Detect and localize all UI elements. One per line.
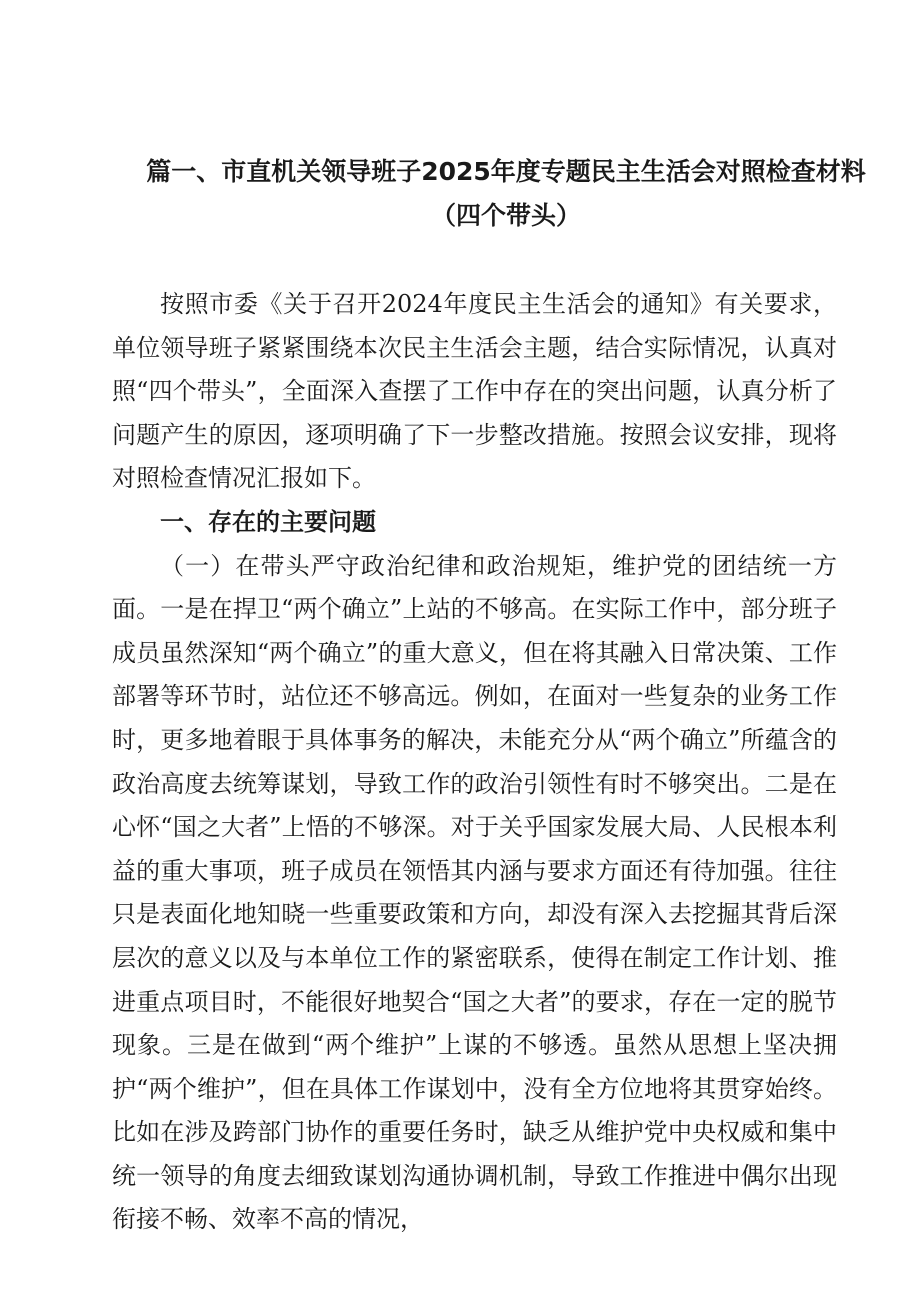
section-paragraph: （一）在带头严守政治纪律和政治规矩，维护党的团结统一方面。一是在捍卫“两个确立”上站的不够高。在实际工作中，部分班子成员虽然深知“两个确立”的重大意义，但在将其融入日常决策、工作部署等环节时，站位还不够高远。例如，在面对一些复杂的业务工作时，更多地着眼于具体事务的解决，未能充分从“两个确立”所蕴含的政治高度去统筹谋划，导致工作的政治引领性有时不够突出。二是在心怀“国之大者”上悟的不够深。对于关乎国家发展大局、人民根本利益的重大事项，班子成员在领悟其内涵与要求方面还有待加强。往往只是表面化地知晓一些重要政策和方向，却没有深入去挖掘其背后深层次的意义以及与本单位工作的紧密联系，使得在制定工作计划、推进重点项目时，不能很好地契合“国之大者”的要求，存在一定的脱节现象。三是在做到“两个维护”上谋的不够透。虽然从思想上坚决拥护“两个维护”，但在具体工作谋划中，没有全方位地将其贯穿始终。比如在涉及跨部门协作的重要任务时，缺乏从维护党中央权威和集中统一领导的角度去细致谋划沟通协调机制，导致工作推进中偶尔出现衔接不畅、效率不高的情况，: [112, 551, 837, 1234]
title-line-2: （四个带头）: [430, 201, 581, 230]
intro-paragraph: 按照市委《关于召开2024年度民主生活会的通知》有关要求，单位领导班子紧紧围绕本次民主生活会主题，结合实际情况，认真对照“四个带头”，全面深入查摆了工作中存在的突出问题，认真分析了问题产生的原因，逐项明确了下一步整改措施。按照会议安排，现将对照检查情况汇报如下。: [112, 290, 837, 493]
document-title: [100, 150, 912, 238]
section-heading: 一、存在的主要问题: [160, 507, 376, 536]
title-line-1: 篇一、市直机关领导班子2025年度专题民主生活会对照检查材料: [146, 157, 866, 186]
document-body: [112, 283, 837, 1242]
